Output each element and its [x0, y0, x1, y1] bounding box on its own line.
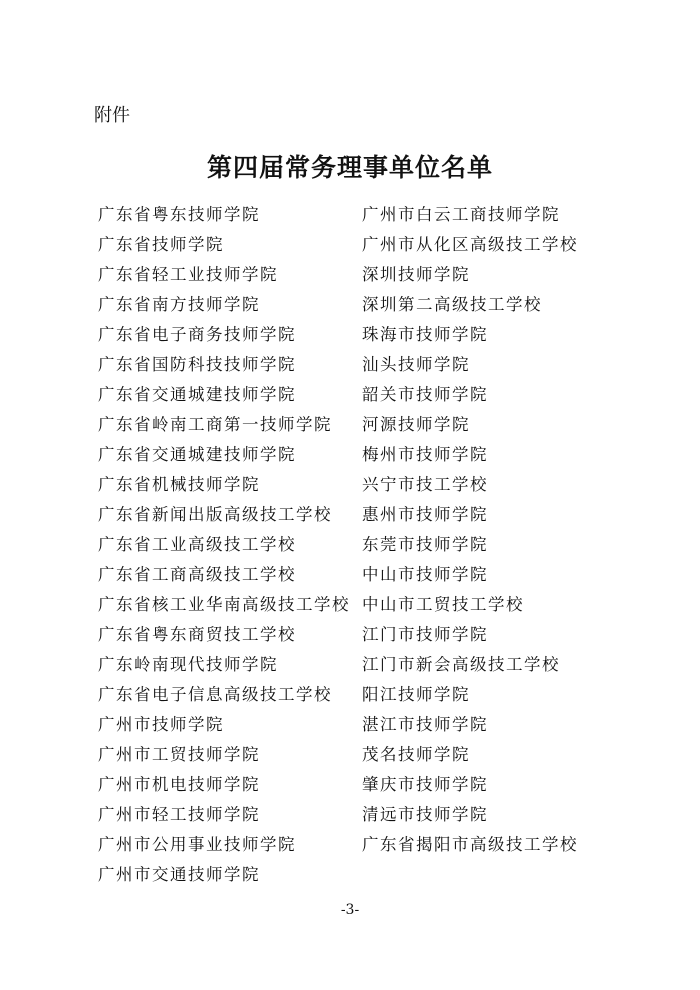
document-title: 第四届常务理事单位名单: [206, 153, 493, 182]
list-item: 河源技师学院: [362, 415, 470, 434]
list-item: 汕头技师学院: [362, 355, 470, 374]
list-item: 广东省岭南工商第一技师学院: [98, 415, 332, 434]
list-item: 江门市技师学院: [362, 625, 488, 644]
list-item: 广东省揭阳市高级技工学校: [362, 835, 578, 854]
list-item: 中山市技师学院: [362, 565, 488, 584]
list-item: 兴宁市技工学校: [362, 475, 488, 494]
list-item: 广东省轻工业技师学院: [98, 265, 278, 284]
list-item: 广东省国防科技技师学院: [98, 355, 296, 374]
list-item: 广东省核工业华南高级技工学校: [98, 595, 350, 614]
list-item: 东莞市技师学院: [362, 535, 488, 554]
list-item: 广东省电子商务技师学院: [98, 325, 296, 344]
list-item: 深圳技师学院: [362, 265, 470, 284]
list-item: 广州市轻工技师学院: [98, 805, 260, 824]
list-item: 广州市公用事业技师学院: [98, 835, 296, 854]
list-item: 广东省机械技师学院: [98, 475, 260, 494]
list-item: 广东省南方技师学院: [98, 295, 260, 314]
list-item: 广州市白云工商技师学院: [362, 205, 560, 224]
list-item: 江门市新会高级技工学校: [362, 655, 560, 674]
list-item: 惠州市技师学院: [362, 505, 488, 524]
list-item: 广东省新闻出版高级技工学校: [98, 505, 332, 524]
list-item: 广州市技师学院: [98, 715, 224, 734]
list-item: 韶关市技师学院: [362, 385, 488, 404]
attachment-label: 附件: [94, 105, 130, 126]
list-item: 阳江技师学院: [362, 685, 470, 704]
right-column-list: [362, 200, 578, 860]
list-item: 梅州市技师学院: [362, 445, 488, 464]
list-item: 广东省粤东商贸技工学校: [98, 625, 296, 644]
list-item: 广东省技师学院: [98, 235, 224, 254]
page-number: -3-: [340, 902, 360, 918]
list-item: 广州市机电技师学院: [98, 775, 260, 794]
list-item: 广东省工业高级技工学校: [98, 535, 296, 554]
list-item: 湛江市技师学院: [362, 715, 488, 734]
list-item: 广州市从化区高级技工学校: [362, 235, 578, 254]
list-item: 广东省电子信息高级技工学校: [98, 685, 332, 704]
list-item: 深圳第二高级技工学校: [362, 295, 542, 314]
list-item: 广东省交通城建技师学院: [98, 385, 296, 404]
list-item: 广东省工商高级技工学校: [98, 565, 296, 584]
list-item: 广州市交通技师学院: [98, 865, 260, 884]
list-item: 广东省交通城建技师学院: [98, 445, 296, 464]
list-item: 肇庆市技师学院: [362, 775, 488, 794]
list-item: 清远市技师学院: [362, 805, 488, 824]
list-item: 中山市工贸技工学校: [362, 595, 524, 614]
list-item: 珠海市技师学院: [362, 325, 488, 344]
list-item: 广东岭南现代技师学院: [98, 655, 278, 674]
list-item: 广州市工贸技师学院: [98, 745, 260, 764]
list-item: 茂名技师学院: [362, 745, 470, 764]
left-column-list: [98, 200, 350, 890]
list-item: 广东省粤东技师学院: [98, 205, 260, 224]
